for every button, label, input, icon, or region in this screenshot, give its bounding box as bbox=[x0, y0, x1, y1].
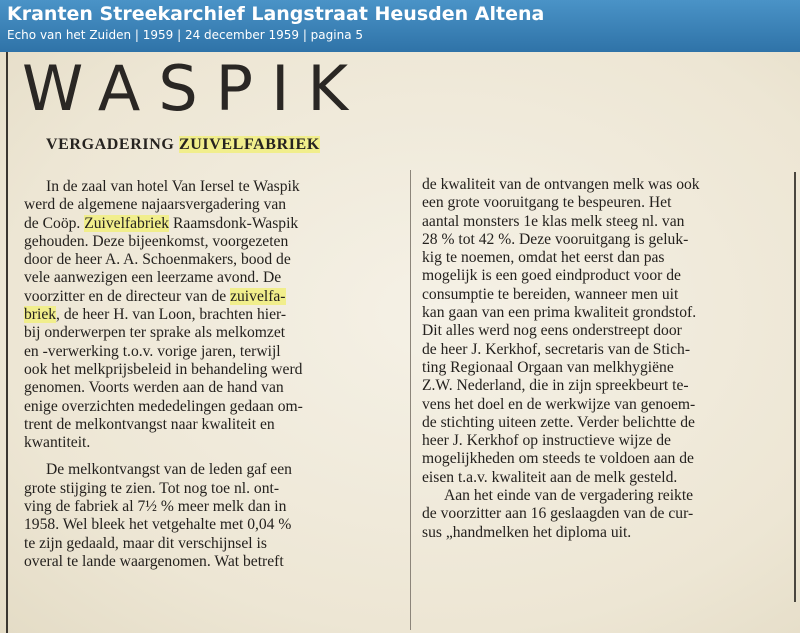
article-line: heer J. Kerkhof op instructieve wijze de bbox=[422, 432, 671, 450]
article-line: Dit alles werd nog eens onderstreept door bbox=[422, 322, 682, 340]
article-column-right bbox=[422, 176, 784, 542]
article-line: gehouden. Deze bijeenkomst, voorgezeten bbox=[24, 232, 289, 250]
article-line: vens het doel en de werkwijze van genoem- bbox=[422, 395, 696, 413]
article-line: kan gaan van een prima kwaliteit grondstof. bbox=[422, 304, 697, 322]
article-line: mogelijkheden om steeds te voldoen aan de bbox=[422, 450, 694, 468]
article-line: en -verwerking t.o.v. vorige jaren, terwijl bbox=[24, 342, 281, 360]
column-rule-left bbox=[6, 52, 8, 633]
article-line: de heer J. Kerkhof, secretaris van de Stich- bbox=[422, 340, 691, 358]
article-line bbox=[24, 306, 390, 324]
article-line: 1958. Wel bleek het vetgehalte met 0,04 % bbox=[24, 516, 292, 534]
article-line-text: voorzitter en de directeur van de bbox=[24, 287, 231, 305]
article-line: de stichting uiteen zette. Verder belichtte de bbox=[422, 413, 695, 431]
article-line: consumptie te bereiden, wanneer men uit bbox=[422, 285, 679, 303]
article-line: Aan het einde van de vergadering reikte bbox=[444, 487, 694, 505]
article-line: de voorzitter aan 16 geslaagden van de cur- bbox=[422, 505, 694, 523]
article-line: vele aanwezigen een leerzame avond. De bbox=[24, 269, 282, 287]
newspaper-clipping bbox=[0, 52, 800, 633]
article-line: trent de melkontvangst naar kwaliteit en bbox=[24, 415, 275, 433]
article-masthead: WASPIK bbox=[22, 52, 367, 125]
article-line-text: de Coöp. bbox=[24, 214, 85, 232]
article-line: overal te lande waargenomen. Wat betreft bbox=[24, 552, 284, 570]
article-line: kig te noemen, omdat het eerst dan pas bbox=[422, 249, 665, 267]
archive-header bbox=[0, 0, 800, 52]
article-line: 28 % tot 42 %. Deze vooruitgang is geluk- bbox=[422, 230, 689, 248]
article-line: ving de fabriek al 7½ % meer melk dan in bbox=[24, 498, 287, 516]
article-line: ook het melkprijsbeleid in behandeling werd bbox=[24, 360, 303, 378]
article-subhead bbox=[46, 136, 320, 154]
article-line: een grote vooruitgang te bespeuren. Het bbox=[422, 194, 672, 212]
article-line: genomen. Voorts werden aan de hand van bbox=[24, 379, 284, 397]
article-line-text: , de heer H. van Loon, brachten hier- bbox=[56, 306, 287, 324]
article-line: De melkontvangst van de leden gaf een bbox=[46, 461, 292, 479]
article-line-text: Raamsdonk-Waspik bbox=[169, 214, 299, 232]
article-line: door de heer A. A. Schoenmakers, bood de bbox=[24, 251, 291, 269]
article-line: kwantiteit. bbox=[24, 434, 91, 452]
search-highlight: zuivelfa- bbox=[230, 287, 286, 305]
article-line: In de zaal van hotel Van Iersel te Waspik bbox=[46, 178, 300, 195]
paragraph-gap bbox=[24, 452, 390, 461]
article-line: enige overzichten mededelingen gedaan om- bbox=[24, 397, 303, 415]
article-line: eisen t.a.v. kwaliteit aan de melk gesteld. bbox=[422, 468, 678, 486]
search-highlight: Zuivelfabriek bbox=[84, 214, 170, 232]
column-rule-middle bbox=[410, 170, 411, 630]
column-rule-right bbox=[794, 172, 796, 602]
article-line bbox=[24, 288, 390, 306]
subhead-text: VERGADERING bbox=[46, 136, 179, 153]
search-highlight: briek bbox=[24, 306, 57, 324]
archive-title: Kranten Streekarchief Langstraat Heusden Altena bbox=[7, 3, 545, 25]
article-line: ting Regionaal Orgaan van melkhygiëne bbox=[422, 358, 674, 376]
article-column-left bbox=[24, 178, 390, 571]
article-line: werd de algemene najaarsvergadering van bbox=[24, 196, 287, 214]
article-line: mogelijk is een goed eindproduct voor de bbox=[422, 267, 681, 285]
search-highlight: ZUIVELFABRIEK bbox=[179, 136, 320, 153]
article-line: Z.W. Nederland, die in zijn spreekbeurt te- bbox=[422, 377, 689, 395]
publication-meta: Echo van het Zuiden | 1959 | 24 december 1959 | pagina 5 bbox=[7, 28, 364, 42]
article-line: bij onderwerpen ter sprake als melkomzet bbox=[24, 324, 286, 342]
article-line: grote stijging te zien. Tot nog toe nl. ont- bbox=[24, 479, 280, 497]
article-line bbox=[24, 215, 390, 233]
article-line: aantal monsters 1e klas melk steeg nl. van bbox=[422, 212, 685, 230]
article-line: te zijn gedaald, maar dit verschijnsel is bbox=[24, 534, 267, 552]
article-line: sus „handmelken het diploma uit. bbox=[422, 523, 632, 541]
article-line: de kwaliteit van de ontvangen melk was ook bbox=[422, 176, 700, 193]
